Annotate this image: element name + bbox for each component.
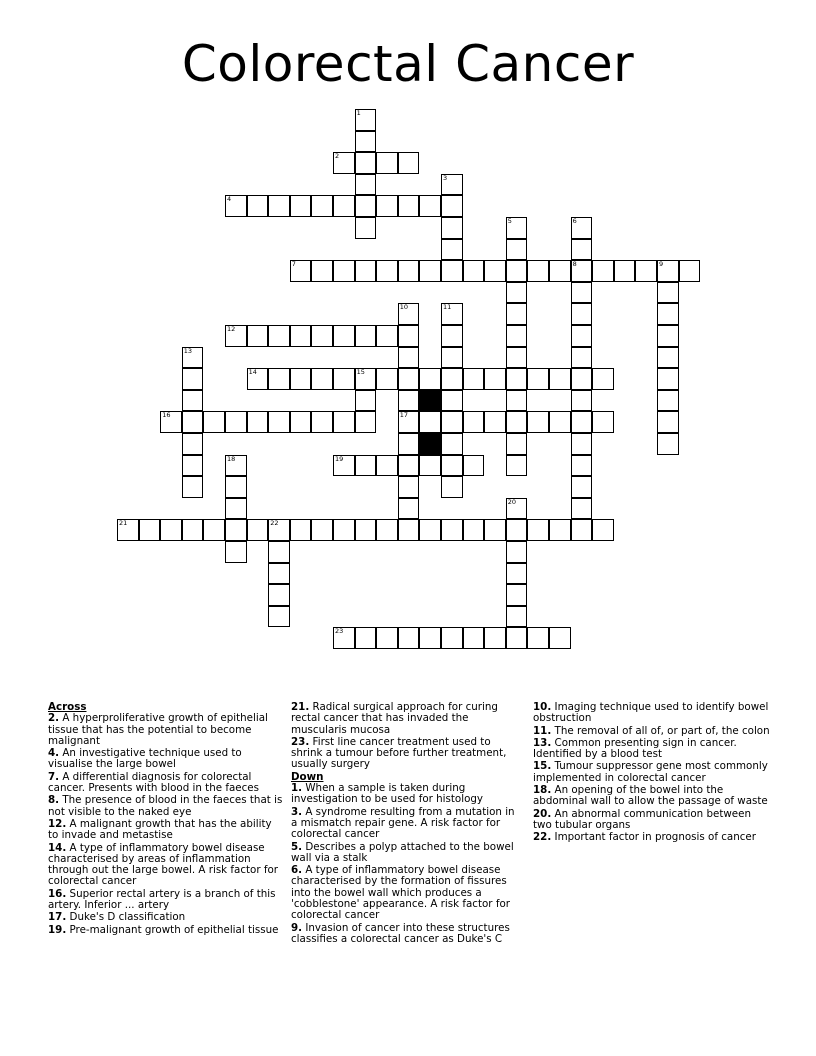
- grid-cell[interactable]: [355, 519, 377, 541]
- clue-number: 5: [507, 217, 512, 225]
- grid-cell[interactable]: [463, 411, 485, 433]
- grid-cell[interactable]: [506, 347, 528, 369]
- clue-number: 13: [183, 346, 193, 355]
- clue-num: 13.: [533, 736, 552, 749]
- clue-text: The removal of all of, or part of, the colon: [554, 724, 770, 737]
- grid-cell[interactable]: [311, 411, 333, 433]
- clue-num: 7.: [48, 770, 60, 783]
- clue-num: 15.: [533, 760, 552, 773]
- grid-cell[interactable]: [376, 325, 398, 347]
- clue-number: 12: [227, 325, 236, 333]
- grid-cell[interactable]: [268, 606, 290, 628]
- clue-num: 14.: [48, 841, 67, 854]
- grid-cell[interactable]: [441, 411, 463, 433]
- grid-cell[interactable]: [463, 519, 485, 541]
- grid-cell[interactable]: [333, 152, 355, 174]
- grid-cell[interactable]: [225, 325, 247, 347]
- grid-cell[interactable]: [355, 455, 377, 477]
- grid-cell[interactable]: [160, 519, 182, 541]
- clue-num: 16.: [48, 887, 67, 900]
- clue-number: 8: [572, 260, 577, 269]
- grid-cell[interactable]: [398, 368, 420, 390]
- down-clue: [533, 809, 773, 832]
- grid-cell[interactable]: [247, 519, 269, 541]
- grid-cell[interactable]: [506, 606, 528, 628]
- grid-cell[interactable]: [376, 455, 398, 477]
- grid-cell[interactable]: [506, 217, 528, 239]
- grid-cell[interactable]: [592, 368, 614, 390]
- grid-cell[interactable]: [376, 152, 398, 174]
- grid-cell[interactable]: [506, 390, 528, 412]
- clue-number: 16: [162, 411, 171, 420]
- grid-cell[interactable]: [441, 476, 463, 498]
- clue-number: 6: [572, 217, 577, 225]
- grid-cell[interactable]: [657, 325, 679, 347]
- grid-cell[interactable]: [290, 411, 312, 433]
- grid-cell[interactable]: [182, 411, 204, 433]
- clue-number: 1: [356, 109, 361, 117]
- grid-cell[interactable]: [398, 325, 420, 347]
- grid-cell[interactable]: [441, 239, 463, 261]
- down-clue: [533, 702, 773, 725]
- grid-cell[interactable]: [139, 519, 161, 541]
- grid-cell[interactable]: [441, 195, 463, 217]
- grid-cell[interactable]: [355, 260, 377, 282]
- grid-cell[interactable]: [549, 368, 571, 390]
- clue-number: 9: [659, 260, 664, 269]
- grid-cell[interactable]: [225, 541, 247, 563]
- grid-cell[interactable]: [311, 368, 333, 390]
- grid-cell[interactable]: [549, 627, 571, 649]
- grid-cell[interactable]: [571, 325, 593, 347]
- grid-cell[interactable]: [355, 368, 377, 390]
- clue-number: 2: [335, 152, 340, 161]
- grid-cell[interactable]: [419, 519, 441, 541]
- grid-cell[interactable]: [311, 260, 333, 282]
- grid-cell[interactable]: [333, 325, 355, 347]
- grid-cell[interactable]: [290, 519, 312, 541]
- clue-num: 5.: [291, 840, 303, 853]
- grid-cell[interactable]: [527, 260, 549, 282]
- grid-cell[interactable]: [268, 584, 290, 606]
- grid-cell[interactable]: [592, 519, 614, 541]
- grid-cell[interactable]: [571, 498, 593, 520]
- grid-cell[interactable]: [506, 519, 528, 541]
- grid-cell[interactable]: [506, 563, 528, 585]
- across-clue: [48, 843, 284, 888]
- grid-cell[interactable]: [463, 455, 485, 477]
- grid-cell[interactable]: [182, 347, 204, 369]
- grid-cell[interactable]: [484, 627, 506, 649]
- grid-cell[interactable]: [419, 455, 441, 477]
- clues-column-2: [291, 702, 515, 946]
- grid-cell[interactable]: [355, 174, 377, 196]
- across-clue: [48, 748, 284, 771]
- grid-cell[interactable]: [333, 455, 355, 477]
- grid-cell[interactable]: [376, 519, 398, 541]
- down-clue: [533, 761, 773, 784]
- clue-number: 17: [399, 411, 409, 420]
- grid-cell[interactable]: [398, 498, 420, 520]
- grid-cell[interactable]: [571, 239, 593, 261]
- grid-cell[interactable]: [182, 519, 204, 541]
- grid-cell[interactable]: [225, 455, 247, 477]
- grid-cell[interactable]: [614, 260, 636, 282]
- grid-cell[interactable]: [463, 627, 485, 649]
- down-clue: [533, 738, 773, 761]
- grid-cell[interactable]: [592, 411, 614, 433]
- grid-cell[interactable]: [657, 303, 679, 325]
- grid-cell[interactable]: [268, 368, 290, 390]
- grid-cell[interactable]: [311, 195, 333, 217]
- grid-cell[interactable]: [549, 260, 571, 282]
- grid-cell[interactable]: [441, 174, 463, 196]
- grid-cell[interactable]: [290, 325, 312, 347]
- grid-cell[interactable]: [398, 433, 420, 455]
- grid-cell[interactable]: [441, 260, 463, 282]
- grid-cell[interactable]: [506, 325, 528, 347]
- clue-text: A hyperproliferative growth of epithelial tissue that has the potential to become malignant: [48, 712, 268, 747]
- grid-cell[interactable]: [398, 347, 420, 369]
- grid-cell[interactable]: [311, 519, 333, 541]
- clue-text: A malignant growth that has the ability to invade and metastise: [48, 817, 272, 842]
- clue-num: 17.: [48, 911, 67, 924]
- down-clue: [533, 785, 773, 808]
- across-clue: [48, 912, 284, 923]
- clue-text: An abnormal communication between two tubular organs: [533, 807, 752, 831]
- clue-text: The presence of blood in the faeces that is not visible to the naked eye: [48, 794, 283, 818]
- clue-num: 11.: [533, 724, 552, 737]
- grid-cell[interactable]: [506, 282, 528, 304]
- grid-cell[interactable]: [225, 411, 247, 433]
- grid-cell[interactable]: [657, 260, 679, 282]
- grid-cell[interactable]: [441, 217, 463, 239]
- across-clue: [48, 795, 284, 818]
- grid-cell[interactable]: [657, 411, 679, 433]
- grid-cell[interactable]: [571, 390, 593, 412]
- grid-cell[interactable]: [441, 455, 463, 477]
- grid-cell[interactable]: [441, 368, 463, 390]
- clue-text: When a sample is taken during investigation to be used for histology: [291, 782, 484, 806]
- grid-cell[interactable]: [355, 131, 377, 153]
- grid-cell[interactable]: [506, 541, 528, 563]
- clue-number: 7: [291, 260, 296, 269]
- clue-text: Duke's D classification: [69, 911, 186, 924]
- grid-cell[interactable]: [527, 368, 549, 390]
- grid-cell[interactable]: [355, 152, 377, 174]
- clue-num: 21.: [291, 701, 310, 713]
- grid-cell[interactable]: [571, 217, 593, 239]
- clue-text: Tumour suppressor gene most commonly implemented in colorectal cancer: [533, 760, 768, 784]
- grid-cell[interactable]: [571, 433, 593, 455]
- across-clue: [291, 702, 515, 736]
- grid-cell[interactable]: [657, 282, 679, 304]
- grid-cell[interactable]: [355, 325, 377, 347]
- clue-text: Common presenting sign in cancer. Identified by a blood test: [533, 736, 737, 761]
- grid-cell[interactable]: [376, 195, 398, 217]
- grid-cell[interactable]: [506, 260, 528, 282]
- grid-cell[interactable]: [203, 519, 225, 541]
- page-title: Colorectal Cancer: [181, 35, 635, 93]
- clue-text: A differential diagnosis for colorectal cancer. Presents with blood in the faeces: [48, 770, 259, 795]
- clue-num: 2.: [48, 712, 60, 725]
- grid-cell[interactable]: [419, 411, 441, 433]
- clue-num: 12.: [48, 817, 67, 830]
- clue-section-heading: Across: [48, 701, 87, 713]
- grid-cell[interactable]: [657, 433, 679, 455]
- grid-cell[interactable]: [419, 627, 441, 649]
- grid-cell[interactable]: [419, 195, 441, 217]
- grid-cell[interactable]: [182, 433, 204, 455]
- clue-num: 1.: [291, 782, 303, 795]
- grid-cell[interactable]: [419, 260, 441, 282]
- grid-cell[interactable]: [398, 390, 420, 412]
- clue-text: A type of inflammatory bowel disease characterised by areas of inflammation through out the large bowel. A risk factor for colorectal cancer: [48, 841, 279, 888]
- across-clue: [48, 925, 284, 936]
- grid-cell[interactable]: [484, 519, 506, 541]
- grid-cell[interactable]: [225, 519, 247, 541]
- grid-cell[interactable]: [549, 519, 571, 541]
- clue-text: First line cancer treatment used to shrink a tumour before further treatment, usually surgery: [291, 735, 507, 771]
- down-clue: [291, 807, 515, 841]
- grid-cell[interactable]: [311, 325, 333, 347]
- grid-block-cell: [419, 390, 441, 412]
- grid-cell[interactable]: [398, 152, 420, 174]
- clue-num: 9.: [291, 921, 303, 934]
- grid-cell[interactable]: [355, 390, 377, 412]
- grid-cell[interactable]: [657, 390, 679, 412]
- grid-cell[interactable]: [398, 411, 420, 433]
- grid-cell[interactable]: [571, 411, 593, 433]
- clue-num: 20.: [533, 807, 552, 820]
- grid-cell[interactable]: [333, 519, 355, 541]
- grid-cell[interactable]: [506, 433, 528, 455]
- grid-cell[interactable]: [333, 411, 355, 433]
- down-clue: [291, 842, 515, 865]
- across-clue: [291, 737, 515, 771]
- clue-num: 10.: [533, 701, 552, 713]
- clue-num: 19.: [48, 923, 67, 936]
- grid-cell[interactable]: [268, 195, 290, 217]
- grid-cell[interactable]: [290, 260, 312, 282]
- grid-cell[interactable]: [398, 303, 420, 325]
- grid-cell[interactable]: [203, 411, 225, 433]
- grid-cell[interactable]: [571, 347, 593, 369]
- grid-cell[interactable]: [182, 455, 204, 477]
- clue-num: 23.: [291, 735, 310, 748]
- grid-cell[interactable]: [441, 627, 463, 649]
- down-clue: [291, 783, 515, 806]
- grid-cell[interactable]: [333, 368, 355, 390]
- clue-text: Superior rectal artery is a branch of this artery. Inferior ... artery: [48, 887, 276, 912]
- clue-number: 4: [227, 195, 232, 204]
- clue-num: 3.: [291, 805, 303, 818]
- grid-block-cell: [419, 433, 441, 455]
- grid-cell[interactable]: [506, 239, 528, 261]
- grid-cell[interactable]: [506, 303, 528, 325]
- grid-cell[interactable]: [355, 195, 377, 217]
- grid-cell[interactable]: [549, 411, 571, 433]
- across-clue: [48, 713, 284, 747]
- grid-cell[interactable]: [247, 195, 269, 217]
- grid-cell[interactable]: [398, 519, 420, 541]
- grid-cell[interactable]: [355, 411, 377, 433]
- grid-cell[interactable]: [527, 627, 549, 649]
- grid-cell[interactable]: [160, 411, 182, 433]
- grid-cell[interactable]: [376, 627, 398, 649]
- grid-cell[interactable]: [441, 433, 463, 455]
- grid-cell[interactable]: [225, 498, 247, 520]
- grid-cell[interactable]: [376, 368, 398, 390]
- clue-text: Pre-malignant growth of epithelial tissue: [69, 923, 279, 936]
- grid-cell[interactable]: [635, 260, 657, 282]
- clue-text: Invasion of cancer into these structures classifies a colorectal cancer as Duke's C: [291, 921, 510, 945]
- grid-cell[interactable]: [268, 519, 290, 541]
- grid-cell[interactable]: [268, 325, 290, 347]
- grid-cell[interactable]: [571, 455, 593, 477]
- grid-cell[interactable]: [225, 195, 247, 217]
- grid-cell[interactable]: [484, 411, 506, 433]
- grid-cell[interactable]: [268, 563, 290, 585]
- grid-cell[interactable]: [463, 260, 485, 282]
- grid-cell[interactable]: [376, 260, 398, 282]
- grid-cell[interactable]: [679, 260, 701, 282]
- grid-cell[interactable]: [484, 260, 506, 282]
- clue-number: 15: [356, 368, 365, 377]
- grid-cell[interactable]: [441, 303, 463, 325]
- clue-text: Radical surgical approach for curing rectal cancer that has invaded the muscularis mucosa: [291, 701, 498, 736]
- grid-cell[interactable]: [333, 627, 355, 649]
- clue-num: 4.: [48, 747, 60, 760]
- grid-cell[interactable]: [592, 260, 614, 282]
- grid-cell[interactable]: [657, 347, 679, 369]
- down-clue: [533, 726, 773, 737]
- clue-number: 20: [507, 497, 517, 506]
- grid-cell[interactable]: [355, 217, 377, 239]
- clue-number: 19: [335, 454, 344, 463]
- grid-cell[interactable]: [398, 627, 420, 649]
- grid-cell[interactable]: [290, 368, 312, 390]
- grid-cell[interactable]: [333, 195, 355, 217]
- clue-num: 22.: [533, 831, 552, 844]
- clue-num: 6.: [291, 864, 303, 877]
- grid-cell[interactable]: [441, 519, 463, 541]
- across-clue: [48, 772, 284, 795]
- down-clue: [291, 923, 515, 946]
- grid-cell[interactable]: [571, 368, 593, 390]
- grid-cell[interactable]: [225, 476, 247, 498]
- clue-number: 18: [227, 454, 236, 463]
- clue-num: 18.: [533, 784, 552, 797]
- grid-cell[interactable]: [355, 627, 377, 649]
- down-clue: [533, 832, 773, 843]
- grid-cell[interactable]: [571, 303, 593, 325]
- across-clue: [48, 819, 284, 842]
- down-clue: [291, 865, 515, 921]
- clue-text: An investigative technique used to visualise the large bowel: [48, 747, 242, 771]
- grid-cell[interactable]: [333, 260, 355, 282]
- grid-cell[interactable]: [247, 411, 269, 433]
- grid-cell[interactable]: [247, 325, 269, 347]
- grid-cell[interactable]: [506, 455, 528, 477]
- clue-number: 23: [335, 627, 344, 636]
- grid-cell[interactable]: [182, 368, 204, 390]
- grid-cell[interactable]: [290, 195, 312, 217]
- across-clue: [48, 889, 284, 912]
- grid-cell[interactable]: [441, 347, 463, 369]
- clue-number: 11: [443, 303, 452, 312]
- grid-cell[interactable]: [398, 476, 420, 498]
- clue-text: Describes a polyp attached to the bowel wall via a stalk: [291, 840, 514, 864]
- grid-cell[interactable]: [441, 390, 463, 412]
- grid-cell[interactable]: [571, 282, 593, 304]
- clue-section-heading: Down: [291, 770, 324, 783]
- grid-cell[interactable]: [506, 411, 528, 433]
- grid-cell[interactable]: [182, 390, 204, 412]
- grid-cell[interactable]: [419, 368, 441, 390]
- grid-cell[interactable]: [657, 368, 679, 390]
- clue-number: 21: [119, 519, 128, 528]
- grid-cell[interactable]: [398, 455, 420, 477]
- grid-cell[interactable]: [506, 368, 528, 390]
- grid-cell[interactable]: [182, 476, 204, 498]
- clue-text: An opening of the bowel into the abdominal wall to allow the passage of waste: [533, 784, 768, 808]
- clue-number: 3: [443, 173, 448, 182]
- grid-cell[interactable]: [268, 541, 290, 563]
- grid-cell[interactable]: [355, 109, 377, 131]
- clues-column-3: [533, 702, 773, 845]
- grid-cell[interactable]: [441, 325, 463, 347]
- grid-cell[interactable]: [268, 411, 290, 433]
- clue-number: 22: [270, 519, 279, 528]
- clues-column-1: [48, 702, 284, 937]
- clue-text: A syndrome resulting from a mutation in a mismatch repair gene. A risk factor for colorectal cancer: [291, 805, 515, 841]
- grid-cell[interactable]: [506, 498, 528, 520]
- grid-cell[interactable]: [506, 584, 528, 606]
- grid-cell[interactable]: [484, 368, 506, 390]
- grid-cell[interactable]: [527, 411, 549, 433]
- clue-text: A type of inflammatory bowel disease characterised by the formation of fissures into the bowel wall which produces a 'cobblestone' appearance. A risk factor for colorectal cancer: [291, 864, 510, 922]
- clue-number: 14: [248, 368, 257, 377]
- grid-cell[interactable]: [571, 260, 593, 282]
- grid-cell[interactable]: [247, 368, 269, 390]
- clue-text: Imaging technique used to identify bowel obstruction: [533, 701, 769, 725]
- clue-num: 8.: [48, 794, 60, 807]
- grid-cell[interactable]: [398, 195, 420, 217]
- clue-number: 10: [399, 303, 409, 312]
- clue-text: Important factor in prognosis of cancer: [554, 831, 756, 844]
- grid-cell[interactable]: [527, 519, 549, 541]
- grid-cell[interactable]: [571, 519, 593, 541]
- grid-cell[interactable]: [571, 476, 593, 498]
- grid-cell[interactable]: [506, 627, 528, 649]
- grid-cell[interactable]: [398, 260, 420, 282]
- grid-cell[interactable]: [463, 368, 485, 390]
- grid-cell[interactable]: [117, 519, 139, 541]
